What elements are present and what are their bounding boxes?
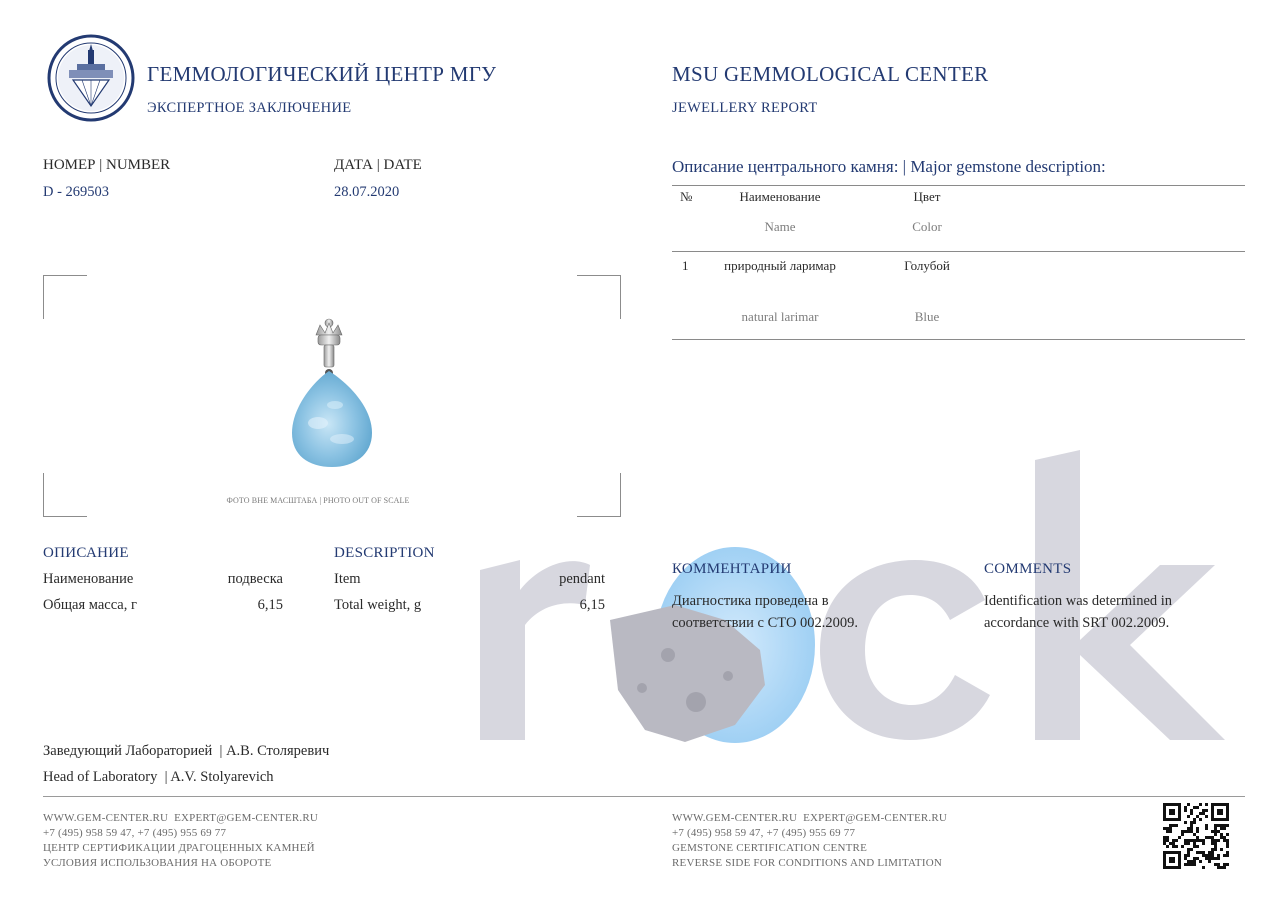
footer-ru-conditions: УСЛОВИЯ ИСПОЛЬЗОВАНИЯ НА ОБОРОТЕ (43, 857, 272, 869)
footer-rule (43, 796, 1245, 797)
footer-en-phones: +7 (495) 958 59 47, +7 (495) 955 69 77 (672, 827, 856, 839)
footer-en (672, 811, 947, 871)
col-name-header-en: Name (764, 219, 796, 234)
footer-ru-phones: +7 (495) 958 59 47, +7 (495) 955 69 77 (43, 827, 227, 839)
footer-en-center: GEMSTONE CERTIFICATION CENTRE (672, 842, 867, 854)
footer-ru-center: ЦЕНТР СЕРТИФИКАЦИИ ДРАГОЦЕННЫХ КАМНЕЙ (43, 842, 315, 854)
row-name-en: natural larimar (741, 309, 819, 324)
header-title-en: MSU GEMMOLOGICAL CENTER (672, 62, 989, 86)
comments-en-text (984, 590, 1224, 634)
weight-label-ru: Общая масса, г (43, 597, 137, 613)
col-color-header-en: Color (912, 219, 942, 234)
date-label: ДАТА | DATE (334, 157, 422, 173)
weight-value-en: 6,15 (579, 597, 605, 613)
header-subtitle-ru: ЭКСПЕРТНОЕ ЗАКЛЮЧЕНИЕ (147, 100, 352, 116)
photo-frame-corner (43, 275, 87, 319)
pendant-photo (280, 315, 390, 475)
weight-value-ru: 6,15 (257, 597, 283, 613)
comments-ru-text (672, 590, 912, 634)
table-rule-top (672, 185, 1245, 186)
photo-frame-corner (577, 275, 621, 319)
signature-en: Head of Laboratory | A.V. Stolyarevich (43, 769, 274, 785)
gemstone-section-title: Описание центрального камня: | Major gemstone description: (672, 157, 1106, 176)
item-value-ru: подвеска (227, 571, 283, 587)
description-ru-title: ОПИСАНИЕ (43, 545, 129, 561)
col-color-header-ru: Цвет (913, 189, 941, 204)
footer-en-conditions: REVERSE SIDE FOR CONDITIONS AND LIMITATION (672, 857, 942, 869)
header-title-ru: ГЕММОЛОГИЧЕСКИЙ ЦЕНТР МГУ (147, 62, 497, 86)
number-label: НОМЕР | NUMBER (43, 157, 171, 173)
col-number-header: № (680, 189, 693, 204)
footer-ru (43, 811, 318, 871)
row-color-ru: Голубой (904, 258, 950, 273)
comments-en-line: accordance with SRT 002.2009. (984, 615, 1170, 631)
photo-frame-corner (43, 473, 87, 517)
msu-logo-seal (47, 34, 135, 122)
comments-ru-line: соответствии с СТО 002.2009. (672, 615, 859, 631)
footer-ru-contacts: WWW.GEM-CENTER.RU EXPERT@GEM-CENTER.RU (43, 812, 319, 824)
item-label-en: Item (334, 571, 361, 587)
signature-ru: Заведующий Лабораторией | А.В. Столяревич (43, 743, 330, 759)
qr-code-icon (1163, 803, 1229, 869)
comments-en-title: COMMENTS (984, 561, 1072, 577)
header-subtitle-en: JEWELLERY REPORT (672, 100, 818, 116)
comments-en-line: Identification was determined in (984, 593, 1173, 609)
comments-ru-title: КОММЕНТАРИИ (672, 561, 792, 577)
footer-en-contacts: WWW.GEM-CENTER.RU EXPERT@GEM-CENTER.RU (672, 812, 948, 824)
comments-ru-line: Диагностика проведена в (672, 593, 829, 609)
col-name-header-ru: Наименование (739, 189, 821, 204)
number-value: D - 269503 (43, 184, 110, 200)
photo-caption: ФОТО ВНЕ МАСШТАБА | PHOTO OUT OF SCALE (226, 496, 410, 505)
description-en-title: DESCRIPTION (334, 545, 435, 561)
item-value-en: pendant (559, 571, 605, 587)
table-rule-mid (672, 251, 1245, 252)
date-value: 28.07.2020 (334, 184, 400, 200)
item-label-ru: Наименование (43, 571, 134, 587)
weight-label-en: Total weight, g (334, 597, 422, 613)
row-name-ru: природный ларимар (724, 258, 836, 273)
table-rule-bottom (672, 339, 1245, 340)
row-number: 1 (682, 258, 689, 273)
row-color-en: Blue (914, 309, 940, 324)
